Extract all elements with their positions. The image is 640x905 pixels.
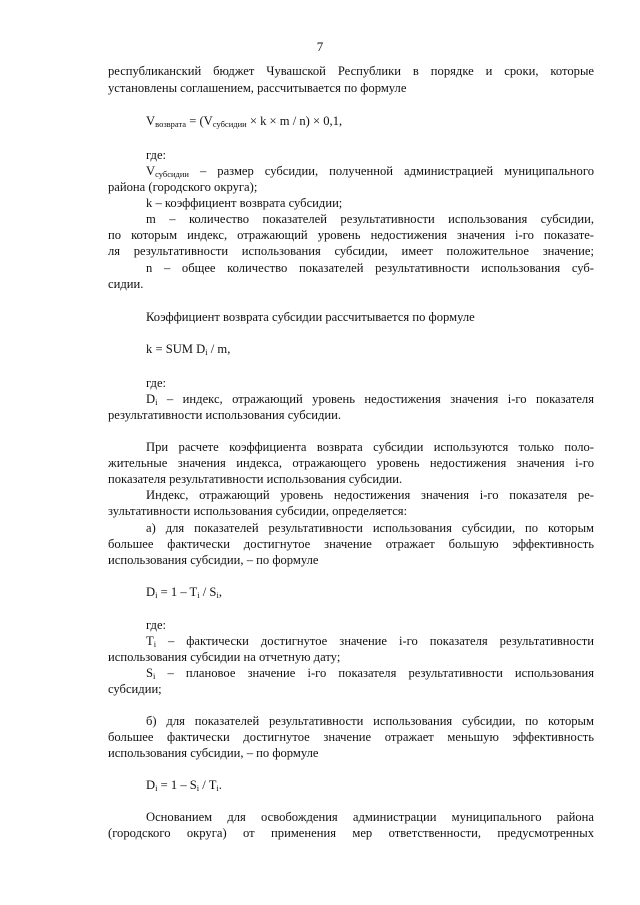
page-number: 7: [316, 39, 324, 54]
paragraph-line: результативности использования субсидии.: [108, 408, 342, 422]
paragraph-line: большее фактически достигнутое значение отражает меньшую эффективность: [108, 730, 594, 744]
formula-refund: $V_{возврата} = (V_{субсидии} \times k \times m / n) \times 0,1$,: [146, 114, 343, 129]
paragraph-line: использования субсидии на отчетную дату;: [108, 650, 341, 664]
formula-d-a: $D_i = 1 - T_i / S_i$,: [146, 585, 222, 600]
paragraph-line: большее фактически достигнутое значение отражает большую эффективность: [108, 537, 594, 551]
formula-k: k = SUM $D_i$ / m,: [146, 342, 231, 357]
definition-n: n – общее количество показателей результативности использования суб-: [146, 261, 594, 275]
where-label: где:: [146, 148, 167, 162]
definition-s: $S_i$ – плановое значение i-го показателя результативности использования: [146, 666, 594, 681]
paragraph-line: При расчете коэффициента возврата субсидии используются только поло-: [146, 440, 594, 454]
paragraph-line: а) для показателей результативности использования субсидии, по которым: [146, 521, 594, 535]
paragraph-line: республиканский бюджет Чувашской Республики в порядке и сроки, которые: [108, 64, 594, 78]
paragraph-line: жительные значения индекса, отражающего уровень недостижения значения i-го: [108, 456, 594, 470]
paragraph-line: субсидии;: [108, 682, 162, 696]
formula-d-b: $D_i = 1 - S_i / T_i$.: [146, 778, 222, 793]
paragraph-line: Коэффициент возврата субсидии рассчитывается по формуле: [146, 310, 475, 324]
paragraph-line: Индекс, отражающий уровень недостижения значения i-го показателя ре-: [146, 488, 594, 502]
where-label: где:: [146, 618, 167, 632]
paragraph-line: по которым индекс, отражающий уровень недостижения значения i-го показате-: [108, 228, 594, 242]
paragraph-line: района (городского округа);: [108, 180, 258, 194]
definition-m: m – количество показателей результативности использования субсидии,: [146, 212, 594, 226]
paragraph-line: сидии.: [108, 277, 144, 291]
paragraph-line: ля результативности использования субсидии, имеет положительное значение;: [108, 244, 594, 258]
definition-v-subsidy: $V_{субсидии}$ – размер субсидии, полученной администрацией муниципального: [146, 164, 594, 179]
paragraph-line: Основанием для освобождения администрации муниципального района: [146, 810, 594, 824]
definition-d: $D_i$ – индекс, отражающий уровень недостижения значения i-го показателя: [146, 392, 594, 407]
paragraph-line: зультативности использования субсидии, определяется:: [108, 504, 408, 518]
where-label: где:: [146, 376, 167, 390]
paragraph-line: показателя результативности использования субсидии.: [108, 472, 403, 486]
paragraph-line: использования субсидии, – по формуле: [108, 746, 319, 760]
paragraph-line: использования субсидии, – по формуле: [108, 553, 319, 567]
paragraph-line: установлены соглашением, рассчитывается по формуле: [108, 81, 407, 95]
paragraph-line: б) для показателей результативности использования субсидии, по которым: [146, 714, 594, 728]
paragraph-line: (городского округа) от применения мер ответственности, предусмотренных: [108, 826, 594, 840]
definition-k: k – коэффициент возврата субсидии;: [146, 196, 343, 210]
definition-t: $T_i$ – фактически достигнутое значение i-го показателя результативности: [146, 634, 594, 649]
